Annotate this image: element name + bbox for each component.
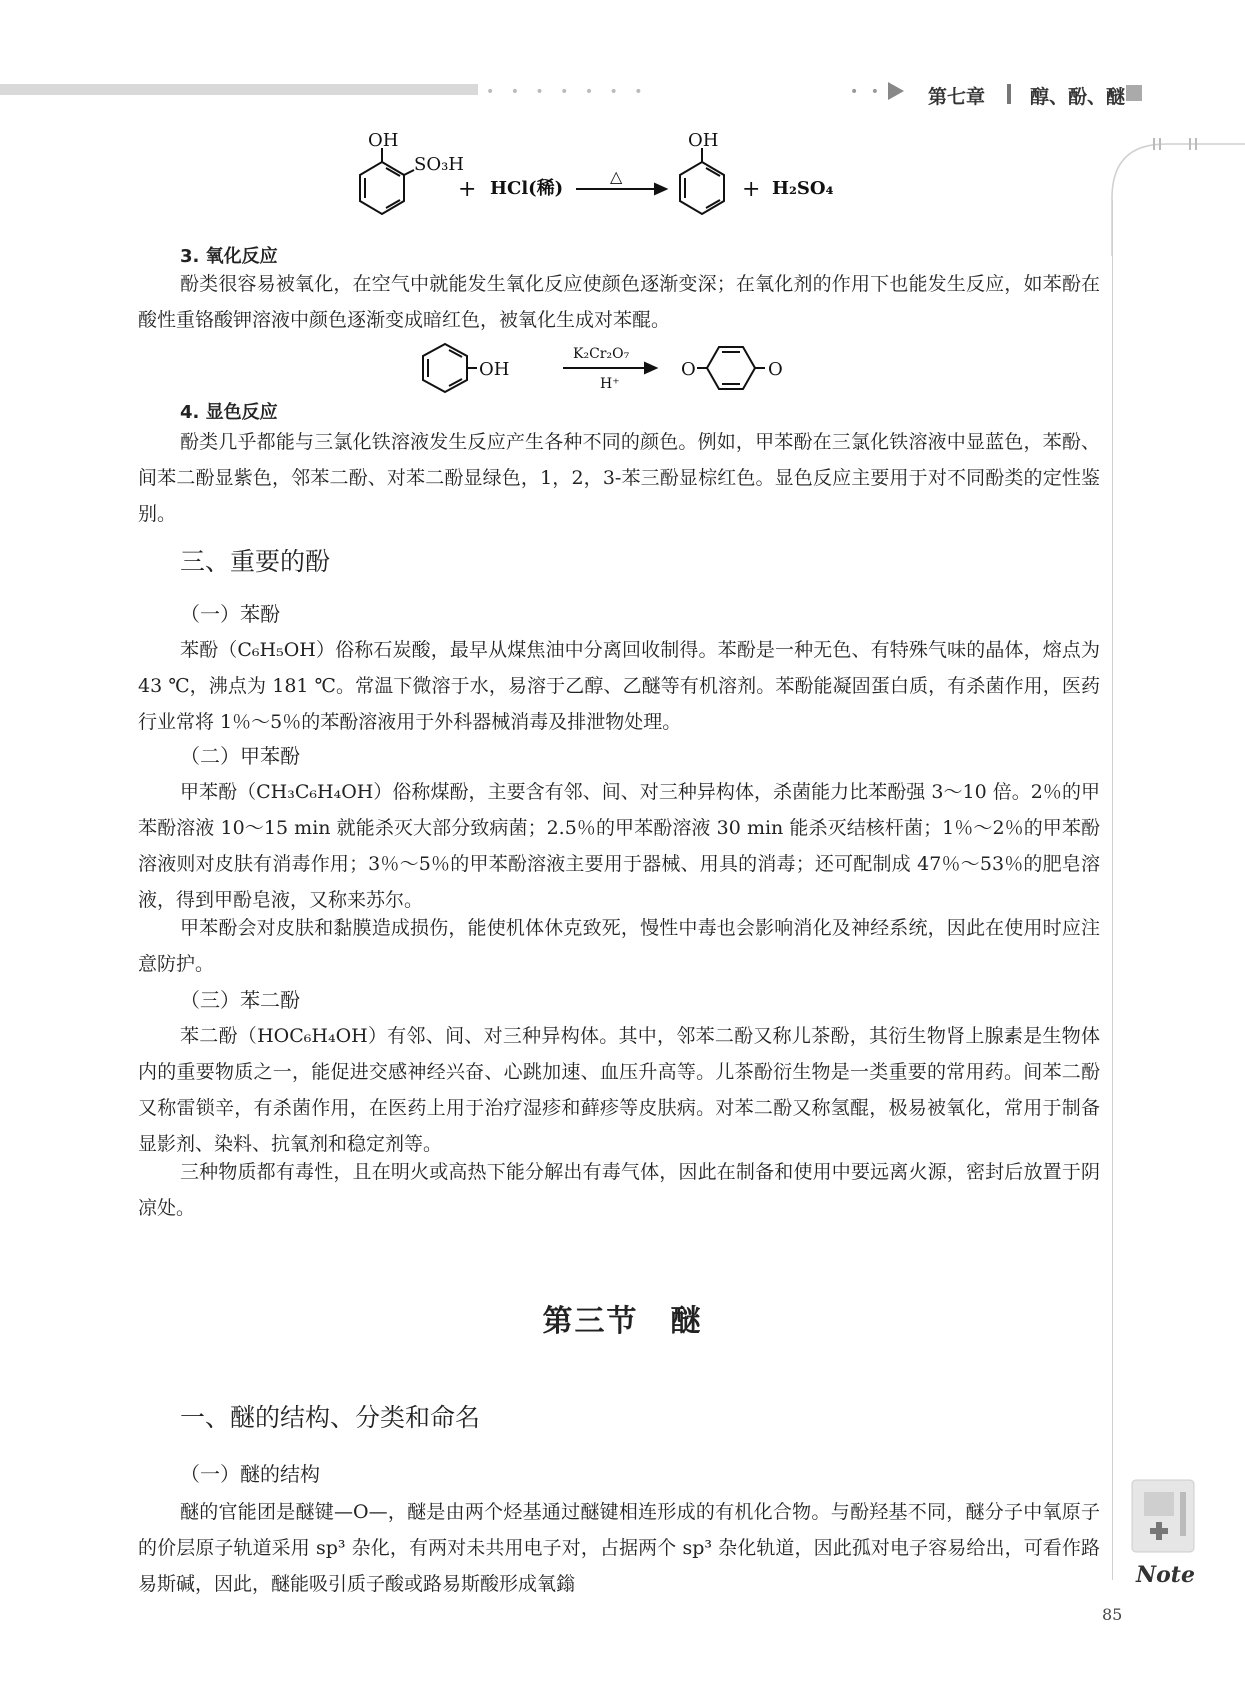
header-arrow-dots: • • • [850, 84, 904, 100]
reaction2-oh-label: OH [479, 359, 510, 380]
paragraph-ether-structure: 醚的官能团是醚键—O—，醚是由两个烃基通过醚键相连形成的有机化合物。与酚羟基不同，醚分子中氧原子的价层原子轨道采用 sp³ 杂化，有两对未共用电子对，占据两个 sp³ 杂化轨道，因此孤对电子容易给出，可看作路易斯碱，因此，醚能吸引质子酸或路易斯酸形成氧鎓 [138, 1501, 1100, 1595]
reaction1-reagent: HCl(稀) [490, 178, 564, 199]
paragraph-cresol-2: 甲苯酚会对皮肤和黏膜造成损伤，能使机体休克致死，慢性中毒也会影响消化及神经系统，因此在使用时应注意防护。 [138, 917, 1100, 975]
reaction-oxidation [415, 338, 835, 400]
note-label: Note [1136, 1562, 1195, 1588]
paragraph-color-reaction: 酚类几乎都能与三氯化铁溶液发生反应产生各种不同的颜色。例如，甲苯酚在三氯化铁溶液中显蓝色，苯酚、间苯二酚显紫色，邻苯二酚、对苯二酚显绿色，1，2，3-苯三酚显棕红色。显色反应主要用于对不同酚类的定性鉴别。 [138, 431, 1100, 525]
reaction1-so3h-label: SO₃H [414, 154, 465, 175]
page-number: 85 [1102, 1605, 1123, 1624]
header-title: 醇、酚、醚 [1030, 86, 1126, 108]
header-square-icon [1126, 85, 1142, 101]
heading-ether-structure: 一、醚的结构、分类和命名 [180, 1403, 481, 1432]
margin-decor-line [1112, 200, 1113, 1580]
reaction1-plus2: + [742, 177, 761, 202]
heading-oxidation: 3. 氧化反应 [180, 246, 278, 267]
heading-important-phenols: 三、重要的酚 [180, 547, 331, 576]
reaction2-acid: H⁺ [600, 376, 620, 392]
header-decor-dots: • • • • • • • [486, 84, 649, 100]
reaction2-arrow [563, 363, 656, 373]
reaction1-byproduct: H₂SO₄ [772, 178, 834, 199]
header-separator [1007, 84, 1011, 104]
header-decor-bar [0, 84, 478, 95]
note-book-icon [1130, 1478, 1200, 1556]
paragraph-cresol-1: 甲苯酚（CH₃C₆H₄OH）俗称煤酚，主要含有邻、间、对三种异构体，杀菌能力比苯酚强 3～10 倍。2％的甲苯酚溶液 10～15 min 就能杀灭大部分致病菌；2.5％的甲苯酚溶液 30 min 能杀灭结核杆菌；1％～2％的甲苯酚溶液则对皮肤有消毒作用；3％～5％的甲苯酚溶液主要用于器械、用具的消毒；还可配制成 47％～53％的肥皂溶液，得到甲酚皂液，又称来苏尔。 [138, 781, 1100, 911]
header-chapter: 第七章 [928, 86, 986, 108]
reaction1-oh-label: OH [368, 130, 399, 151]
paragraph-diphenol-2: 三种物质都有毒性，且在明火或高热下能分解出有毒气体，因此在制备和使用中要远离火源，密封后放置于阴凉处。 [138, 1161, 1100, 1219]
heading-diphenol: （三）苯二酚 [180, 988, 300, 1012]
reaction2-o2: O [768, 359, 783, 380]
header-arrow-icon [888, 82, 904, 100]
heading-ether-structure-sub: （一）醚的结构 [180, 1462, 320, 1486]
paragraph-oxidation: 酚类很容易被氧化，在空气中就能发生氧化反应使颜色逐渐变深；在氧化剂的作用下也能发生反应，如苯酚在酸性重铬酸钾溶液中颜色逐渐变成暗红色，被氧化生成对苯醌。 [138, 273, 1100, 331]
heading-phenol: （一）苯酚 [180, 602, 280, 626]
paragraph-diphenol-1: 苯二酚（HOC₆H₄OH）有邻、间、对三种异构体。其中，邻苯二酚又称儿茶酚，其衍生物肾上腺素是生物体内的重要物质之一，能促进交感神经兴奋、心跳加速、血压升高等。儿茶酚衍生物是一类重要的常用药。间苯二酚又称雷锁辛，有杀菌作用，在医药上用于治疗湿疹和藓疹等皮肤病。对苯二酚又称氢醌，极易被氧化，常用于制备显影剂、染料、抗氧剂和稳定剂等。 [138, 1025, 1100, 1155]
reaction-desulfonation [330, 128, 930, 238]
section-title-ether: 第三节 醚 [542, 1304, 703, 1339]
reaction2-o1: O [681, 359, 696, 380]
paragraph-phenol: 苯酚（C₆H₅OH）俗称石炭酸，最早从煤焦油中分离回收制得。苯酚是一种无色、有特殊气味的晶体，熔点为43 ℃，沸点为 181 ℃。常温下微溶于水，易溶于乙醇、乙醚等有机溶剂。苯酚能凝固蛋白质，有杀菌作用，医药行业常将 1％～5％的苯酚溶液用于外科器械消毒及排泄物处理。 [138, 639, 1100, 733]
reaction1-product-oh: OH [688, 130, 719, 151]
heading-cresol: （二）甲苯酚 [180, 744, 300, 768]
heading-color-reaction: 4. 显色反应 [180, 402, 278, 423]
reaction2-oxidant: K₂Cr₂O₇ [573, 346, 630, 362]
reaction1-plus1: + [458, 177, 477, 202]
margin-decor-curve [1110, 138, 1245, 258]
reaction1-condition: △ [610, 167, 623, 186]
